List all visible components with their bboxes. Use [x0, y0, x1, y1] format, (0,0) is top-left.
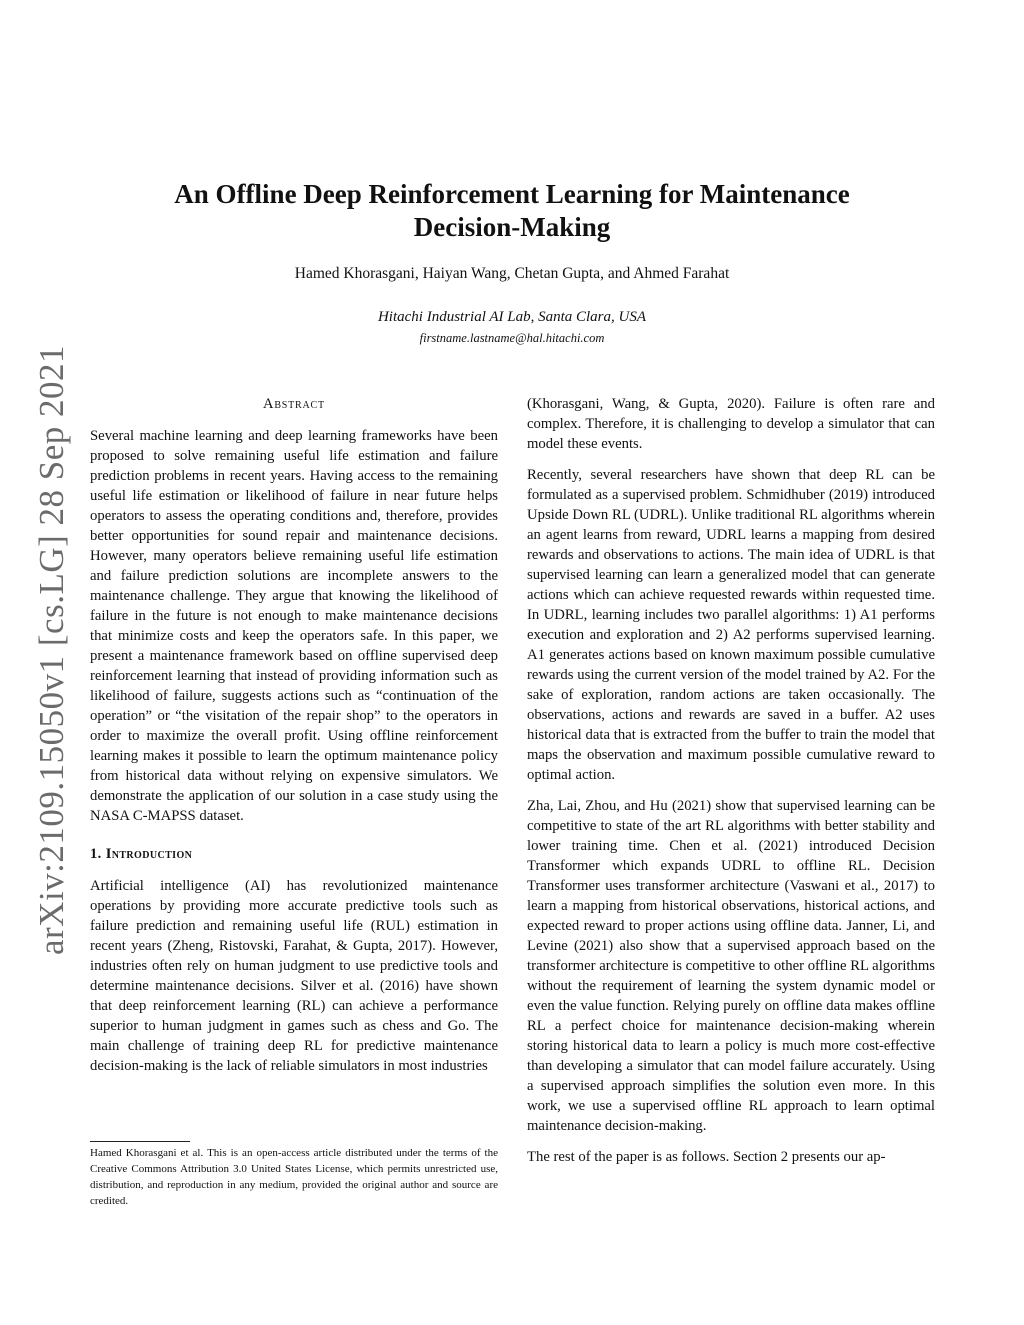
arxiv-identifier: arXiv:2109.15050v1 [cs.LG] 28 Sep 2021 — [32, 344, 71, 956]
contact-email: firstname.lastname@hal.hitachi.com — [419, 331, 605, 345]
title-line-1: An Offline Deep Reinforcement Learning for Maintenance — [174, 179, 850, 209]
title-line-2: Decision-Making — [413, 212, 611, 242]
abstract-text: Several machine learning and deep learning frameworks have been proposed to solve remaining useful life estimation and failure prediction problems in recent years. Having access to the remaining useful life estimation or likelihood of failure in near future helps operators to assess the operating conditions and, therefore, provides better opportunities for sound repair and maintenance decisions. However, many operators believe remaining useful life estimation and failure prediction solutions are incomplete answers to the maintenance challenge. They argue that knowing the likelihood of failure in the future is not enough to make maintenance decisions that minimize costs and keep the operators safe. In this paper, we present a maintenance framework based on offline supervised deep reinforcement learning that instead of providing information such as likelihood of failure, suggests actions such as “continuation of the operation” or “the visitation of the repair shop” to the operators in order to maximize the overall profit. Using offline reinforcement learning makes it possible to learn the optimum maintenance policy from historical data without relying on expensive simulators. We demonstrate the application of our solution in a case study using the NASA C-MAPSS dataset. — [90, 428, 498, 824]
author-list: Hamed Khorasgani, Haiyan Wang, Chetan Gupta, and Ahmed Farahat — [294, 265, 730, 282]
right-column — [527, 394, 935, 1167]
license-footnote: Hamed Khorasgani et al. This is an open-access article distributed under the terms of the Creative Commons Attribution 3.0 United States License, which permits unrestricted use, distribution, and reproduction in any medium, provided the original author and source are credited. — [90, 1147, 498, 1207]
abstract-heading: Abstract — [263, 396, 325, 412]
right-paragraph-2: Recently, several researchers have shown that deep RL can be formulated as a supervised problem. Schmidhuber (2019) introduced Upside Down RL (UDRL). Unlike traditional RL algorithms wherein an agent learns from reward, UDRL learns a mapping from desired rewards and observations to actions. The main idea of UDRL is that supervised learning can learn a generalized model that can generate actions which can achieve requested rewards within requested time. In UDRL, learning includes two parallel algorithms: 1) A1 performs execution and exploration and 2) A2 performs supervised learning. A1 generates actions based on known maximum possible cumulative rewards using the current version of the model trained by A2. For the sake of exploration, random actions are taken occasionally. The observations, actions and rewards are saved in a buffer. A2 uses historical data that is extracted from the buffer to train the model that maps the observation and maximum possible cumulative reward to optimal action. — [527, 467, 935, 783]
affiliation: Hitachi Industrial AI Lab, Santa Clara, USA — [377, 309, 647, 325]
paper-title — [100, 178, 924, 244]
introduction-heading: 1. Introduction — [90, 846, 193, 862]
right-paragraph-1: (Khorasgani, Wang, & Gupta, 2020). Failure is often rare and complex. Therefore, it is challenging to develop a simulator that can model these events. — [527, 396, 935, 452]
left-column — [90, 394, 498, 1076]
footnote-divider — [90, 1141, 190, 1142]
right-paragraph-4: The rest of the paper is as follows. Section 2 presents our ap- — [527, 1149, 886, 1165]
right-paragraph-3: Zha, Lai, Zhou, and Hu (2021) show that supervised learning can be competitive to state of the art RL algorithms with better stability and lower training time. Chen et al. (2021) introduced Decision Transformer which expands UDRL to offline RL. Decision Transformer uses transformer architecture (Vaswani et al., 2017) to learn a mapping from historical observations, historical actions, and expected reward to proper actions using offline data. Janner, Li, and Levine (2021) also show that a supervised approach based on the transformer architecture is competitive to other offline RL algorithms without the requirement of learning the system dynamic model or even the value function. Relying purely on offline data makes offline RL a perfect choice for maintenance decision-making wherein storing historical data to learn a policy is much more cost-effective than developing a simulator that can model failure accurately. Using a supervised approach simplifies the solution even more. In this work, we use a supervised offline RL approach to learn optimal maintenance decision-making. — [527, 798, 935, 1134]
introduction-text: Artificial intelligence (AI) has revolutionized maintenance operations by providing more accurate predictive tools such as failure prediction and remaining useful life (RUL) estimation in recent years (Zheng, Ristovski, Farahat, & Gupta, 2017). However, industries often rely on human judgment to use predictive tools and determine maintenance decisions. Silver et al. (2016) have shown that deep reinforcement learning (RL) can achieve a performance superior to human judgment in games such as chess and Go. The main challenge of training deep RL for predictive maintenance decision-making is the lack of reliable simulators in most industries — [90, 878, 498, 1074]
